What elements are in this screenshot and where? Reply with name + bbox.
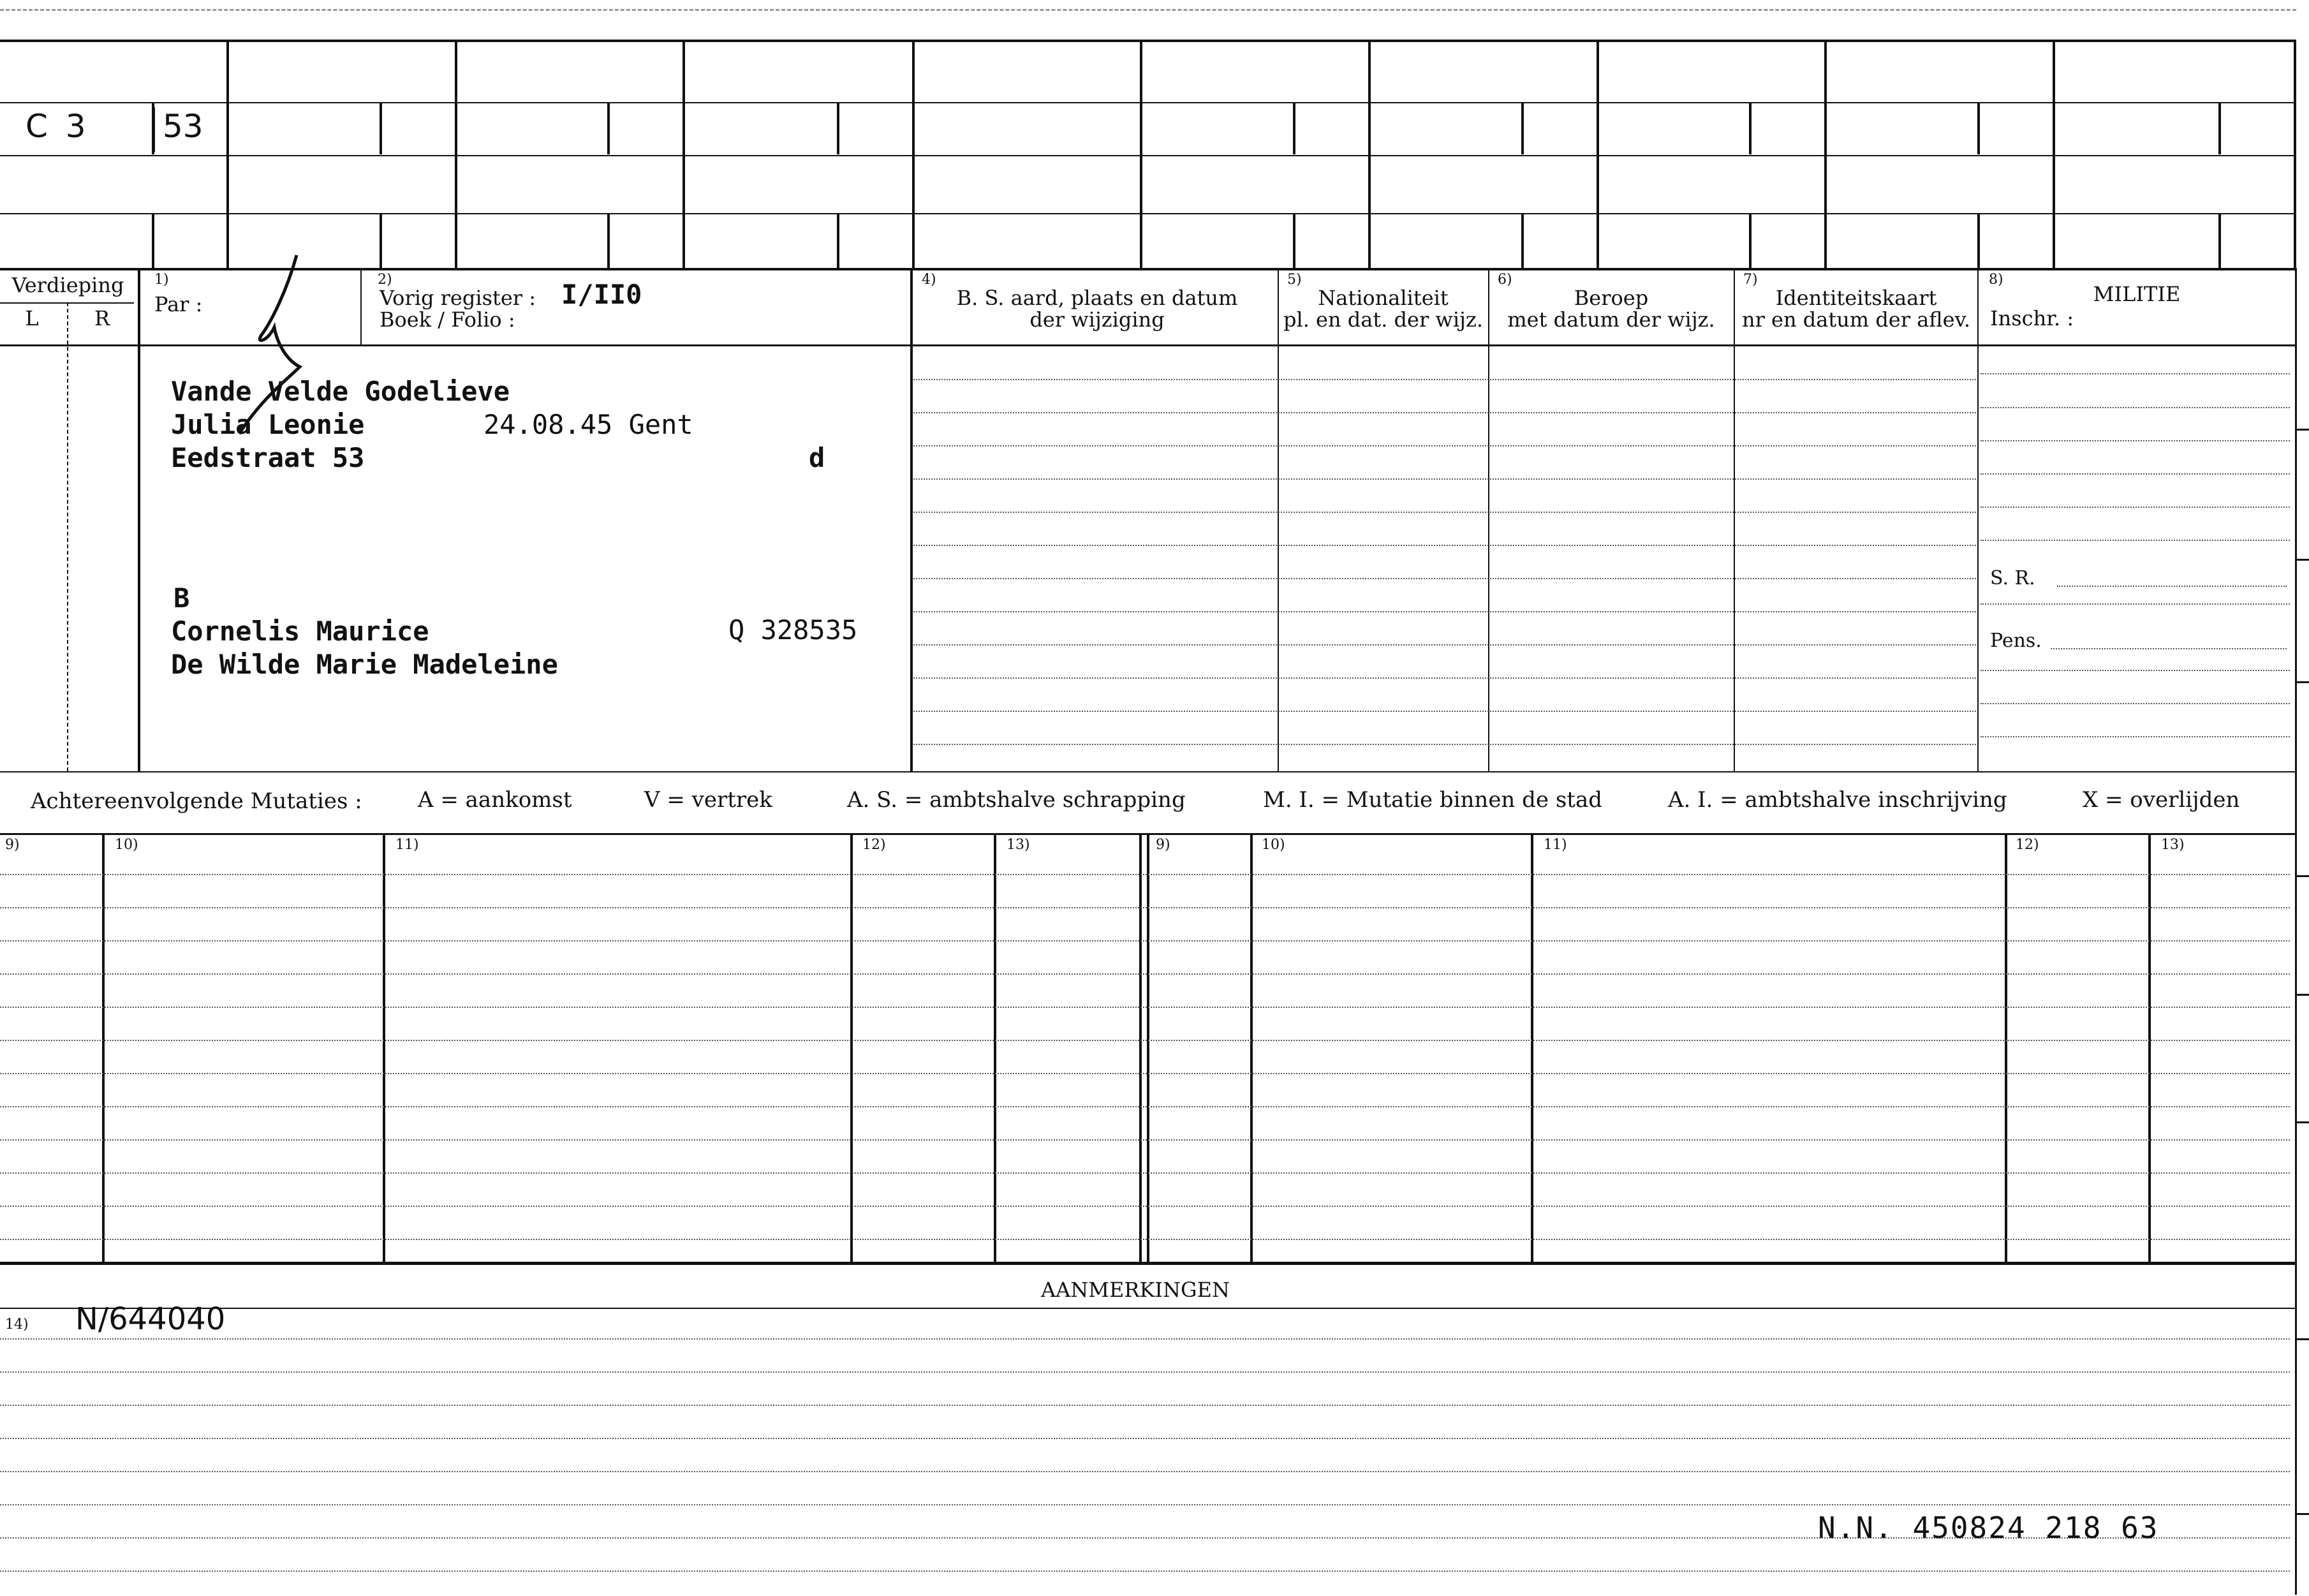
militie-row-line (1981, 506, 2290, 508)
col6-line2: met datum der wijz. (1507, 307, 1715, 332)
par-label: Par : (154, 292, 203, 316)
mut-right-col12: 12) (2016, 837, 2039, 853)
mut-left-col12: 12) (862, 837, 886, 853)
militie-row-line (1981, 736, 2290, 737)
mut-right-col9: 9) (1156, 837, 1170, 853)
col5-num: 5) (1287, 272, 1302, 288)
grid-line (0, 268, 2296, 270)
legend-as: A. S. = ambtshalve schrapping (847, 787, 1186, 813)
floor-left-label: L (25, 306, 39, 330)
mut-right-col13: 13) (2161, 837, 2185, 853)
grid-vline (682, 40, 685, 269)
person-mark: d (809, 442, 825, 473)
person-given-names: Julia Leonie (171, 409, 365, 440)
edge-tick (2295, 1121, 2309, 1123)
militie-title: MILITIE (2093, 282, 2181, 306)
spouse-parent: De Wilde Marie Madeleine (171, 649, 558, 680)
index-number: 53 (163, 108, 203, 145)
national-number: N.N. 450824 218 63 (1818, 1511, 2159, 1545)
mut-right-col11: 11) (1544, 837, 1567, 853)
edge-tick (2295, 1513, 2309, 1515)
mut-row-line (0, 1007, 2290, 1008)
grid-vline (1140, 40, 1142, 269)
grid-vline (1749, 103, 1752, 154)
index-divider (153, 107, 155, 152)
grid-vline (2294, 40, 2296, 269)
remarks-row-line (0, 1371, 2290, 1373)
mut-row-line (0, 1139, 2290, 1141)
mut-vline (1139, 834, 1142, 1263)
spouse-ref: Q 328535 (728, 614, 858, 646)
grid-vline (1521, 103, 1524, 154)
militie-row-line (1981, 440, 2290, 441)
col7-line1: Identiteitskaart (1775, 286, 1937, 310)
col8-num: 8) (1989, 272, 2003, 288)
mut-row-line (0, 1040, 2290, 1041)
person-b: B (173, 582, 190, 614)
grid-vline (226, 40, 229, 269)
floor-right-label: R (94, 306, 110, 330)
grid-vline (1521, 214, 1524, 268)
edge-tick (2295, 875, 2309, 877)
grid-line (0, 155, 2296, 156)
mut-row-line (0, 1106, 2290, 1107)
grid-vline (1293, 214, 1295, 268)
col-vline (360, 269, 362, 344)
mut-vline (1250, 834, 1253, 1263)
grid-line (0, 40, 2296, 42)
mut-row-line (0, 907, 2290, 908)
remarks-row-line (0, 1338, 2290, 1340)
vorig-register-value: I/II0 (561, 279, 642, 310)
grid-vline (1293, 103, 1295, 154)
edge-tick (2295, 994, 2309, 996)
mut-vline (994, 834, 996, 1263)
col4-line2: der wijziging (1029, 307, 1165, 332)
entry-row-line (913, 677, 1976, 679)
mut-left-col10: 10) (115, 837, 138, 853)
col7-line2: nr en datum der aflev. (1741, 307, 1971, 332)
entry-row-line (913, 711, 1976, 712)
legend-v: V = vertrek (644, 787, 772, 813)
pens-line (2051, 648, 2287, 649)
floor-lr-divider (67, 302, 68, 771)
mutations-title: Achtereenvolgende Mutaties : (31, 788, 362, 814)
edge-tick (2295, 429, 2309, 431)
militie-inschr-label: Inschr. : (1990, 306, 2074, 330)
remarks-row-line (0, 1438, 2290, 1439)
mut-row-line (0, 1239, 2290, 1240)
mut-vline (383, 834, 385, 1263)
col2-num: 2) (378, 272, 392, 288)
grid-vline (837, 214, 839, 268)
col1-num: 1) (154, 272, 169, 288)
col4-line1: B. S. aard, plaats en datum (956, 286, 1238, 310)
grid-line (0, 102, 2296, 103)
entry-row-line (913, 379, 1976, 380)
mut-right-col10: 10) (1262, 837, 1285, 853)
mut-left-col13: 13) (1007, 837, 1030, 853)
grid-vline (2218, 214, 2221, 268)
col4-num: 4) (922, 272, 936, 288)
legend-x: X = overlijden (2083, 787, 2240, 813)
vorig-register-label: Vorig register : (380, 286, 536, 310)
militie-pens-label: Pens. (1990, 630, 2042, 652)
militie-row-line (1981, 603, 2290, 605)
entry-row-line (913, 611, 1976, 612)
col-vline (910, 269, 913, 771)
grid-vline (1977, 214, 1980, 268)
mut-vline (2148, 834, 2151, 1263)
remarks-top-line (0, 1262, 2296, 1265)
entry-row-line (913, 744, 1976, 745)
col-vline (138, 269, 140, 771)
person-name: Vande Velde Godelieve (171, 376, 510, 407)
entry-row-line (913, 412, 1976, 413)
grid-vline (1597, 40, 1599, 269)
remarks-row-line (0, 1504, 2290, 1505)
col-vline (1977, 269, 1979, 771)
entry-row-line (913, 545, 1976, 546)
militie-row-line (1981, 670, 2290, 671)
remarks-title-line (0, 1308, 2296, 1309)
grid-vline (1824, 40, 1827, 269)
grid-vline (2218, 103, 2221, 154)
militie-row-line (1981, 473, 2290, 475)
militie-sr-label: S. R. (1990, 567, 2035, 589)
grid-vline (1977, 103, 1980, 154)
sr-line (2057, 586, 2287, 587)
militie-row-line (1981, 373, 2290, 374)
grid-vline (1749, 214, 1752, 268)
militie-row-line (1981, 407, 2290, 408)
col-vline (1278, 269, 1279, 771)
top-edge (0, 9, 2296, 11)
grid-vline (380, 103, 382, 154)
mut-vline (102, 834, 105, 1263)
person-birth: 24.08.45 Gent (483, 409, 693, 440)
spouse-name: Cornelis Maurice (171, 616, 429, 647)
mut-row-line (0, 874, 2290, 875)
floor-title: Verdieping (11, 273, 124, 297)
edge-tick (2295, 559, 2309, 561)
header-bottom-line (0, 344, 2296, 346)
legend-ai: A. I. = ambtshalve inschrijving (1668, 787, 2007, 813)
grid-line (0, 213, 2296, 214)
grid-vline (2053, 40, 2055, 269)
col-vline (1734, 269, 1735, 771)
mut-left-col11: 11) (395, 837, 419, 853)
legend-top-line (0, 771, 2296, 772)
militie-row-line (1981, 540, 2290, 541)
remarks-row-line (0, 1471, 2290, 1472)
col-vline (1488, 269, 1489, 771)
grid-vline (380, 214, 382, 268)
grid-vline (912, 40, 915, 269)
mut-vline (850, 834, 853, 1263)
grid-vline (607, 103, 610, 154)
remarks-entry: N/644040 (75, 1301, 226, 1337)
legend-a: A = aankomst (418, 787, 572, 813)
entry-row-line (913, 478, 1976, 480)
remarks-row-line (0, 1570, 2290, 1572)
mut-vline (1531, 834, 1533, 1263)
militie-row-line (1981, 703, 2290, 704)
entry-row-line (913, 445, 1976, 447)
boek-folio-label: Boek / Folio : (380, 307, 515, 332)
col5-line1: Nationaliteit (1318, 286, 1449, 310)
index-code: C 3 (26, 108, 90, 145)
grid-vline (152, 214, 154, 268)
right-edge (2295, 268, 2297, 1595)
edge-tick (2295, 1338, 2309, 1340)
mut-row-line (0, 1172, 2290, 1174)
grid-vline (1368, 40, 1371, 269)
remarks-row-line (0, 1405, 2290, 1406)
edge-tick (2295, 681, 2309, 683)
col6-line1: Beroep (1574, 286, 1649, 310)
legend-mi: M. I. = Mutatie binnen de stad (1263, 787, 1602, 813)
mut-row-line (0, 973, 2290, 975)
mut-vline (2005, 834, 2007, 1263)
entry-row-line (913, 578, 1976, 579)
mut-row-line (0, 1073, 2290, 1074)
grid-vline (455, 40, 457, 269)
remarks-num: 14) (5, 1317, 29, 1333)
grid-vline (607, 214, 610, 268)
col6-num: 6) (1498, 272, 1512, 288)
entry-row-line (913, 512, 1976, 513)
mut-row-line (0, 940, 2290, 942)
remarks-title: AANMERKINGEN (1041, 1278, 1230, 1302)
mut-vline (1147, 834, 1149, 1263)
entry-row-line (913, 644, 1976, 646)
grid-vline (837, 103, 839, 154)
col5-line2: pl. en dat. der wijz. (1283, 307, 1483, 332)
person-address: Eedstraat 53 (171, 442, 365, 473)
mut-row-line (0, 1206, 2290, 1207)
mut-left-col9: 9) (5, 837, 20, 853)
col7-num: 7) (1743, 272, 1758, 288)
